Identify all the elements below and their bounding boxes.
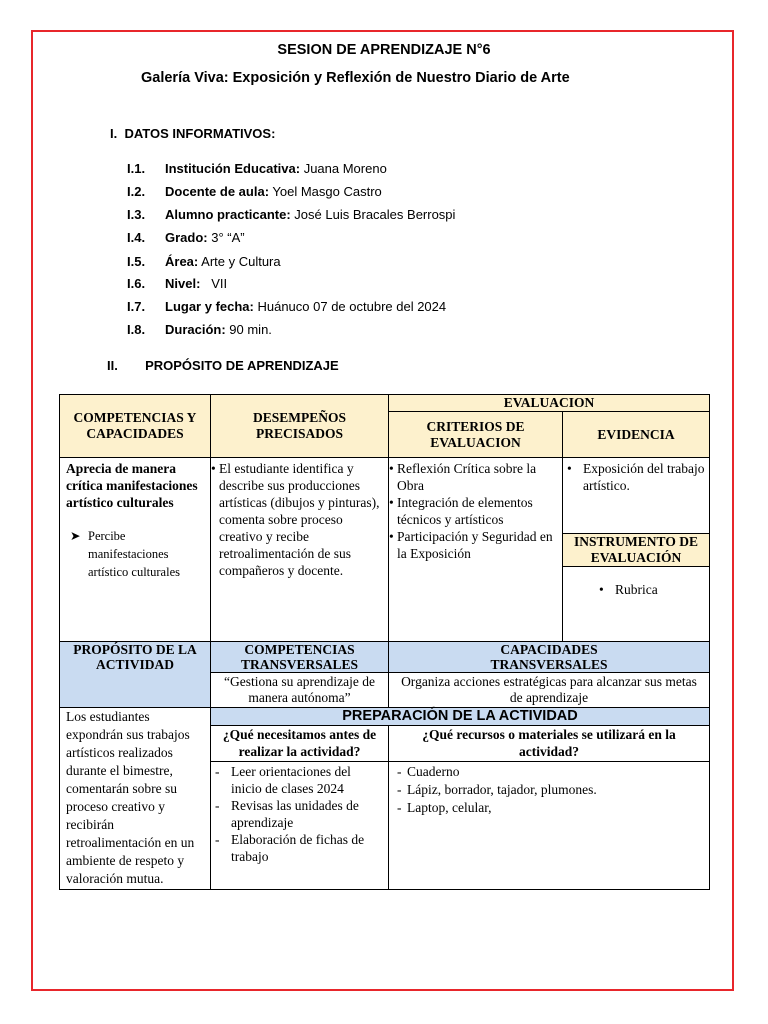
criterio-item: [389, 460, 558, 494]
info-row: [127, 184, 382, 199]
bullet-icon: •: [599, 582, 604, 597]
recursos-item: [393, 781, 705, 798]
section-1-number: I.: [110, 126, 118, 141]
evidencia-item: [567, 460, 705, 494]
info-value: 90 min.: [225, 322, 272, 337]
info-label: Lugar y fecha:: [165, 299, 254, 314]
header-evaluacion: EVALUACION: [389, 395, 710, 412]
header-cap-transversales: CAPACIDADES TRANSVERSALES: [389, 642, 710, 673]
recursos-item: [393, 763, 705, 780]
info-value: Arte y Cultura: [198, 254, 281, 269]
header-evidencia: EVIDENCIA: [563, 412, 710, 458]
header-necesitamos: ¿Qué necesitamos antes de realizar la actividad?: [211, 726, 389, 762]
evidencia-cell: [563, 458, 710, 534]
recursos-cell: [389, 762, 710, 890]
header-desempenos: DESEMPEÑOS PRECISADOS: [211, 395, 389, 458]
info-number: I.8.: [127, 322, 146, 337]
info-value: José Luis Bracales Berrospi: [290, 207, 456, 222]
info-row: [127, 161, 387, 176]
section-2-heading: [107, 358, 339, 373]
necesitamos-item: [211, 763, 384, 797]
necesitamos-cell: [211, 762, 389, 890]
info-number: I.3.: [127, 207, 146, 222]
section-1-heading: [110, 126, 275, 141]
recursos-text: Lápiz, borrador, tajador, plumones.: [407, 782, 597, 797]
necesitamos-text: Revisas las unidades de aprendizaje: [231, 798, 359, 830]
necesitamos-text: Leer orientaciones del inicio de clases 2024: [231, 764, 351, 796]
info-value: Huánuco 07 de octubre del 2024: [253, 299, 447, 314]
recursos-text: Laptop, celular,: [407, 800, 492, 815]
criterios-cell: [389, 458, 563, 642]
info-row: [127, 207, 455, 222]
section-2-title: PROPÓSITO DE APRENDIZAJE: [145, 358, 339, 373]
criterio-item: [389, 494, 558, 528]
dash-bullet: -: [397, 782, 402, 797]
arrow-bullet-icon: ➤: [70, 529, 81, 543]
info-label: Nivel:: [165, 276, 201, 291]
info-number: I.4.: [127, 230, 146, 245]
info-value: Yoel Masgo Castro: [269, 184, 382, 199]
info-value: 3° “A”: [207, 230, 245, 245]
section-2-number: II.: [107, 358, 118, 373]
header-recursos: ¿Qué recursos o materiales se utilizará en la actividad?: [389, 726, 710, 762]
cap-transversal-cell: Organiza acciones estratégicas para alcanzar sus metas de aprendizaje: [389, 673, 710, 708]
proposito-cell: Los estudiantes expondrán sus trabajos artísticos realizados durante el bimestre, comentarán sobre su proceso creativo y recibirán retroalimentación en un ambiente de respeto y valoración mutua.: [60, 708, 211, 890]
criterio-item: [389, 528, 558, 562]
header-criterios: CRITERIOS DE EVALUACION: [389, 412, 563, 458]
info-row: [127, 254, 281, 269]
session-title: SESION DE APRENDIZAJE N°6: [277, 42, 491, 58]
preparacion-heading: PREPARACIÓN DE LA ACTIVIDAD: [211, 708, 710, 726]
criterio-text: Participación y Seguridad en la Exposición: [397, 529, 553, 561]
info-number: I.6.: [127, 276, 146, 291]
info-row: [127, 230, 245, 245]
necesitamos-item: [211, 797, 384, 831]
bullet-icon: •: [211, 461, 216, 476]
header-instrumento: INSTRUMENTO DE EVALUACIÓN: [563, 534, 710, 567]
info-number: I.1.: [127, 161, 146, 176]
info-number: I.2.: [127, 184, 146, 199]
necesitamos-item: [211, 831, 384, 865]
bullet-icon: •: [389, 495, 394, 510]
learning-table: [59, 394, 710, 890]
bullet-icon: •: [389, 461, 394, 476]
dash-bullet: -: [215, 798, 220, 813]
desempeno-cell: [211, 458, 389, 642]
capacidad-text: Percibe manifestaciones artístico culturales: [88, 529, 180, 579]
comp-transversal-cell: “Gestiona su aprendizaje de manera autónoma”: [211, 673, 389, 708]
capacidad-item: [66, 527, 204, 581]
instrumento-item: [599, 581, 705, 598]
criterio-text: Reflexión Crítica sobre la Obra: [397, 461, 537, 493]
necesitamos-text: Elaboración de fichas de trabajo: [231, 832, 365, 864]
info-number: I.5.: [127, 254, 146, 269]
info-label: Área:: [165, 254, 199, 269]
recursos-text: Cuaderno: [407, 764, 460, 779]
competencia-text: Aprecia de manera crítica manifestaciones artístico culturales: [66, 461, 198, 510]
info-value: VII: [200, 276, 228, 291]
dash-bullet: -: [397, 764, 402, 779]
info-row: [127, 299, 446, 314]
recursos-item: [393, 799, 705, 816]
info-label: Institución Educativa:: [165, 161, 301, 176]
bullet-icon: •: [567, 461, 572, 476]
instrumento-cell: [563, 567, 710, 642]
dash-bullet: -: [215, 764, 220, 779]
info-label: Grado:: [165, 230, 208, 245]
info-label: Duración:: [165, 322, 226, 337]
desempeno-item: [211, 460, 384, 579]
criterio-text: Integración de elementos técnicos y artísticos: [397, 495, 533, 527]
info-row: [127, 276, 227, 291]
info-label: Docente de aula:: [165, 184, 270, 199]
section-1-title: DATOS INFORMATIVOS:: [124, 126, 276, 141]
competencia-cell: [60, 458, 211, 642]
info-row: [127, 322, 272, 337]
session-subtitle: Galería Viva: Exposición y Reflexión de Nuestro Diario de Arte: [141, 70, 570, 86]
header-comp-transversales: COMPETENCIAS TRANSVERSALES: [211, 642, 389, 673]
evidencia-text: Exposición del trabajo artístico.: [583, 461, 705, 493]
info-value: Juana Moreno: [300, 161, 387, 176]
desempeno-text: El estudiante identifica y describe sus producciones artísticas (dibujos y pinturas), comenta sobre proceso creativo y recibe retroalimentación de sus compañeros y docente.: [219, 461, 380, 578]
dash-bullet: -: [397, 800, 402, 815]
bullet-icon: •: [389, 529, 394, 544]
info-label: Alumno practicante:: [165, 207, 291, 222]
header-competencias: COMPETENCIAS Y CAPACIDADES: [60, 395, 211, 458]
header-proposito: PROPÓSITO DE LA ACTIVIDAD: [60, 642, 211, 708]
instrumento-text: Rubrica: [615, 582, 658, 597]
dash-bullet: -: [215, 832, 220, 847]
info-number: I.7.: [127, 299, 146, 314]
